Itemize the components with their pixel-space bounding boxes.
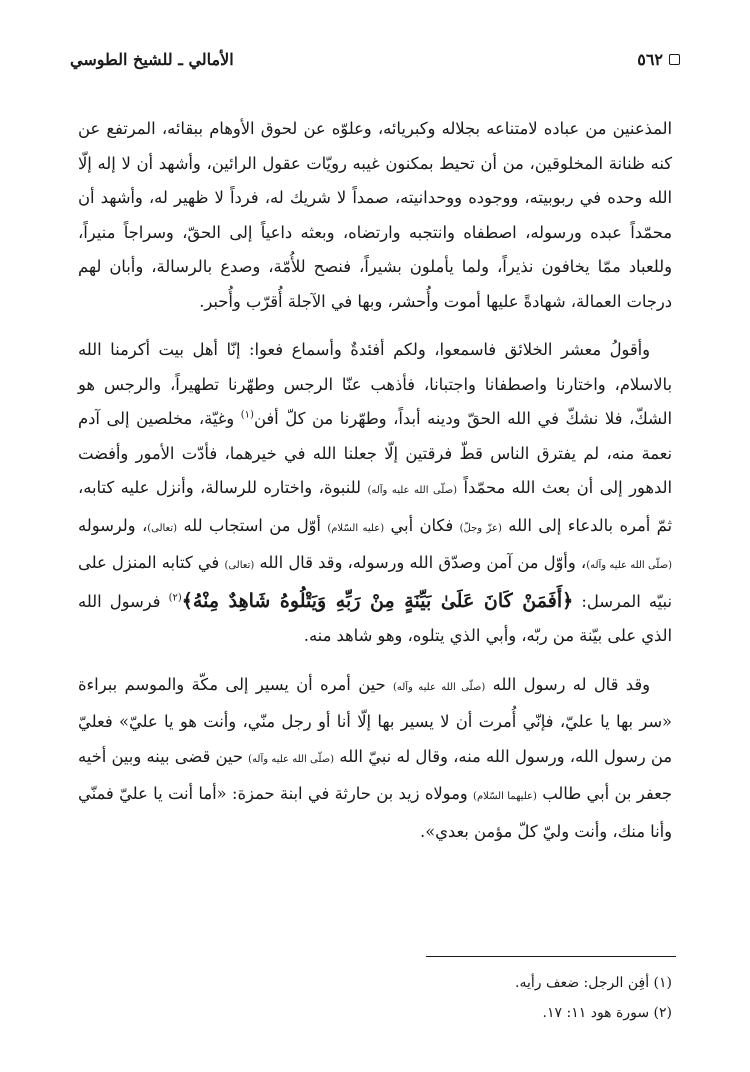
- footnote-divider: [426, 956, 676, 957]
- main-text: [78, 112, 672, 863]
- paragraph-2: [78, 333, 672, 654]
- p2-part-d: فكان أبي: [384, 515, 460, 535]
- honorific-saw: (صلّى الله عليه وآله): [248, 753, 335, 765]
- honorific-azza: (عزّ وجلّ): [459, 522, 502, 534]
- p2-part-i: فرسول الله الذي على بيّنة من ربّه، وأبي الذي يتلوه، وهو شاهد منه.: [78, 591, 672, 645]
- p2-part-e: أوّل من استجاب لله: [177, 515, 328, 535]
- p3-part-a: وقد قال له رسول الله: [485, 674, 650, 694]
- paragraph-3: [78, 668, 672, 850]
- page-header: [70, 44, 680, 74]
- quran-verse: ﴿أَفَمَنْ كَانَ عَلَىٰ بَيِّنَةٍ مِنْ رَبِّهِ وَيَتْلُوهُ شَاهِدٌ مِنْهُ﴾: [181, 589, 574, 612]
- p2-part-b: وغيّة، مخلصين إلى آدم نعمة منه، لم يفترق الناس قطّ فرقتين إلّا جعلنا الله في خيرهما، فأدّت الأمور وأفضت الدهور إلى أن بعث الله محمّداً: [78, 409, 672, 497]
- footnote-ref-1: (١): [240, 409, 254, 421]
- honorific-saw: (صلّى الله عليه وآله): [392, 681, 486, 693]
- honorific-alayhi: (عليه السّلام): [327, 522, 385, 534]
- honorific-taala: (تعالى): [224, 560, 255, 571]
- p2-part-f: ، ولرسوله: [78, 515, 148, 535]
- honorific-alayhima: (عليهما السّلام): [473, 791, 537, 802]
- page-number: ٥٦٢: [637, 49, 663, 69]
- p2-part-g: ، وأوّل من آمن وصدّق الله ورسوله، وقد قال الله: [254, 553, 587, 572]
- footnote-2: (٢) سورة هود ١١: ١٧.: [542, 1005, 672, 1021]
- honorific-saw: (صلّى الله عليه وآله): [586, 560, 672, 571]
- footnote-1: (١) أفِن الرجل: ضعف رأيه.: [515, 975, 672, 991]
- footnotes: [78, 968, 672, 1028]
- square-icon: [669, 54, 680, 65]
- book-title: الأمالي ـ للشيخ الطوسي: [70, 49, 234, 69]
- p2-part-a: وأقولُ معشر الخلائق فاسمعوا، ولكم أفئدةٌ وأسماع فعوا: إنّا أهل بيت أكرمنا الله بالاسلام، واختارنا واصطفانا واجتبانا، فأذهب عنّا الرجس وطهّرنا تطهيراً، والرجس هو الشكّ، فلا نشكّ في الله الحقّ ودينه أبداً، وطهّرنا من كلّ أفن: [78, 340, 672, 428]
- p3-part-b: حين أمره أن يسير إلى مكّة والموسم ببراءة «سر بها يا عليّ، فإنّي أُمرت أن لا يسير بها إلّا أنا أو رجل منّي، وأنت هو يا عليّ» فعليّ من رسول الله، ورسول الله منه، وقال له نبيّ الله: [78, 674, 672, 766]
- paragraph-1-text: المذعنين من عباده لامتناعه بجلاله وكبريائه، وعلوّه عن لحوق الأوهام ببقائه، المرتفع عن كنه ظنانة المخلوقين، من أن تحيط بمكنون غيبه رويّات عقول الرائين، وأشهد أن لا إله إلّا الله وحده في ربوبيته، ووجوده ووحدانيته، صمداً لا شريك له، فرداً لا ظهير له، وأشهد أن محمّداً عبده ورسوله، اصطفاه وانتجبه وارتضاه، وبعثه داعياً إلى الحقّ، وسراجاً منيراً، وللعباد ممّا يخافون نذيراً، ولما يأملون بشيراً، فنصح للأُمّة، وصدع بالرسالة، وأبان لهم درجات العمالة، شهادةً عليها أموت وأُحشر، وبها في الآجلة أُقرّب وأُحبر.: [78, 119, 672, 311]
- page-number-group: [637, 50, 680, 69]
- paragraph-1: [78, 112, 672, 319]
- p3-part-c: حين قضى بينه وبين أخيه جعفر بن أبي طالب: [78, 746, 672, 803]
- p2-part-h: في كتابه المنزل على نبيّه المرسل:: [78, 553, 673, 611]
- footnote-ref-2: (٢): [168, 592, 182, 604]
- honorific-saw: (صلّى الله عليه وآله): [367, 485, 458, 496]
- honorific-taala: (تعالى): [147, 522, 178, 534]
- p3-part-d: ومولاه زيد بن حارثة في ابنة حمزة: «أما أنت يا عليّ فمنّي وأنا منك، وأنت وليّ كلّ مؤمن بعدي».: [78, 784, 672, 841]
- p2-part-c: للنبوة، واختاره للرسالة، وأنزل عليه كتابه، ثمّ أمره بالدعاء إلى الله: [78, 478, 672, 535]
